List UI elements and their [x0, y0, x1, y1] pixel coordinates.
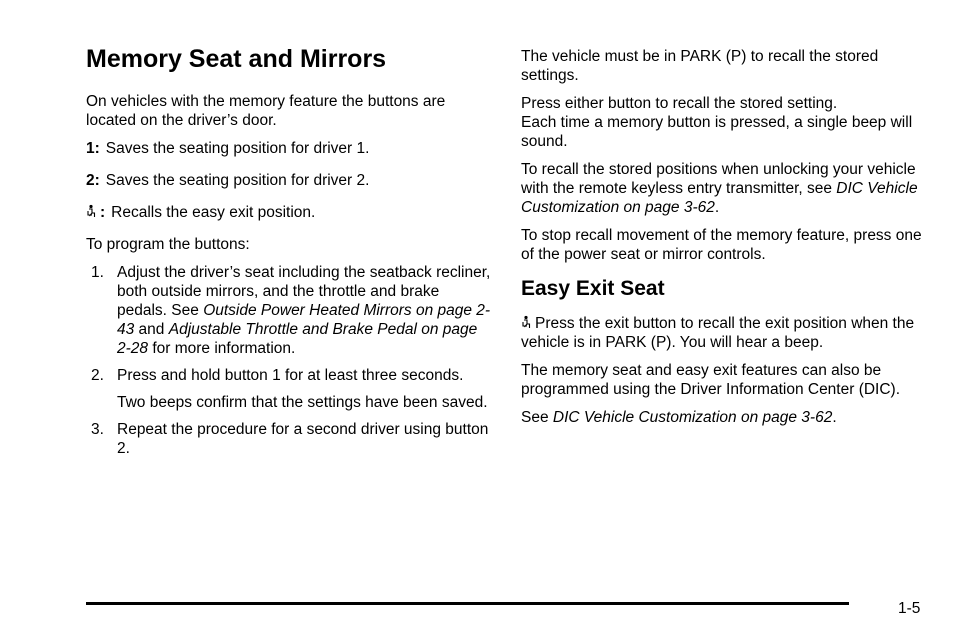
definition-key: 1:: [86, 140, 100, 157]
step-number: 1.: [91, 264, 104, 281]
step-text: Press and hold button 1 for at least three seconds.: [117, 367, 464, 384]
step-text: Adjust the driver’s seat including the seatback recliner, both outside mirrors, and the throttle and brake pedals. See: [117, 264, 491, 319]
cross-reference: DIC Vehicle Customization on page 3-62: [521, 180, 918, 216]
right-column: [521, 47, 926, 436]
see-paragraph: [521, 408, 926, 427]
step-number: 2.: [91, 367, 104, 384]
list-item: [86, 366, 491, 412]
punctuation: .: [714, 199, 720, 216]
seat-exit-icon: [86, 204, 96, 220]
exit-paragraph: [521, 314, 926, 352]
cross-reference: Adjustable Throttle and Brake Pedal on page 2-28: [117, 321, 478, 357]
seat-exit-icon: [521, 315, 531, 331]
keyless-paragraph: [521, 160, 926, 217]
cross-reference: Outside Power Heated Mirrors on page 2-43: [117, 302, 491, 338]
program-steps-list: [86, 263, 491, 458]
list-item: [86, 263, 491, 358]
dic-paragraph: The memory seat and easy exit features can also be programmed using the Driver Information Center (DIC).: [521, 362, 901, 398]
park-paragraph: The vehicle must be in PARK (P) to recall the stored settings.: [521, 48, 879, 84]
definition-text: Saves the seating position for driver 2.: [105, 172, 370, 189]
stop-paragraph: To stop recall movement of the memory feature, press one of the power seat or mirror controls.: [521, 227, 922, 263]
step-subtext: Two beeps confirm that the settings have been saved.: [117, 394, 488, 411]
footer-rule: [86, 602, 849, 605]
left-column: [86, 38, 491, 466]
list-item: [86, 420, 491, 458]
definition-button-2: [86, 171, 491, 190]
exit-text: Press the exit button to recall the exit position when the vehicle is in PARK (P). You will hear a beep.: [521, 315, 915, 351]
definition-text: Recalls the easy exit position.: [111, 204, 316, 221]
definition-key: :: [100, 204, 106, 221]
step-number: 3.: [91, 421, 104, 438]
page-title: Memory Seat and Mirrors: [86, 45, 387, 73]
program-intro: To program the buttons:: [86, 236, 250, 253]
definition-text: Saves the seating position for driver 1.: [105, 140, 370, 157]
recall-paragraph: [521, 94, 926, 151]
definition-button-1: [86, 139, 491, 158]
cross-reference: DIC Vehicle Customization on page 3-62: [552, 409, 833, 426]
intro-paragraph: On vehicles with the memory feature the buttons are located on the driver’s door.: [86, 93, 446, 129]
definition-exit-button: [86, 203, 491, 222]
step-text: and: [134, 321, 169, 338]
keyless-text: To recall the stored positions when unlocking your vehicle with the remote keyless entry transmitter, see: [521, 161, 916, 197]
recall-text: Press either button to recall the stored setting.: [521, 95, 838, 112]
see-text: See: [521, 409, 553, 426]
beep-text: Each time a memory button is pressed, a single beep will sound.: [521, 114, 913, 150]
step-text: for more information.: [148, 340, 296, 357]
section-heading: Easy Exit Seat: [521, 277, 665, 300]
page-number: 1-5: [898, 600, 921, 617]
punctuation: .: [832, 409, 837, 426]
definition-key: 2:: [86, 172, 100, 189]
step-text: Repeat the procedure for a second driver using button 2.: [117, 421, 489, 457]
